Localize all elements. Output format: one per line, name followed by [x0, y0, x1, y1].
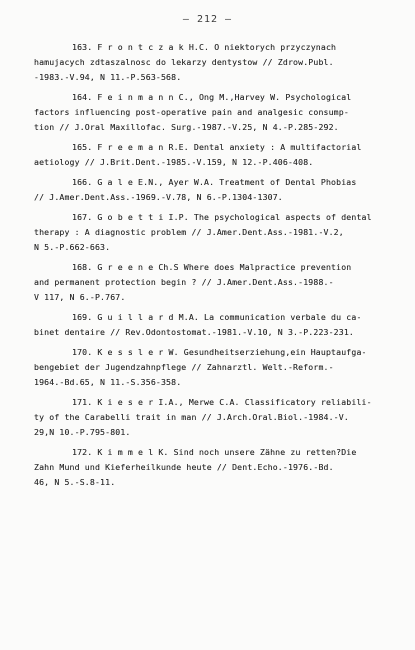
entry-line: 171. K i e s e r I.A., Merwe C.A. Classificatory reliabili- [72, 397, 372, 407]
bibliography-entry-165 [34, 140, 402, 170]
entry-line: 167. G o b e t t i I.P. The psychological aspects of dental [72, 212, 372, 222]
entry-line: binet dentaire // Rev.Odontostomat.-1981.-V.10, N 3.-P.223-231. [34, 327, 354, 337]
entry-line: therapy : A diagnostic problem // J.Amer.Dent.Ass.-1981.-V.2, [34, 227, 344, 237]
entry-line: 168. G r e e n e Ch.S Where does Malpractice prevention [72, 262, 352, 272]
entry-line: 165. F r e e m a n R.E. Dental anxiety : A multifactorial [72, 142, 362, 152]
bibliography-entry-164 [34, 90, 402, 135]
entry-line: V 117, N 6.-P.767. [34, 292, 126, 302]
bibliography-entry-166 [34, 175, 402, 205]
entry-line: hamujacych zdtaszalnosc do lekarzy dentystow // Zdrow.Publ. [34, 57, 334, 67]
entry-line: 172. K i m m e l K. Sind noch unsere Zähne zu retten?Die [72, 447, 357, 457]
entry-line: -1983.-V.94, N 11.-P.563-568. [34, 72, 182, 82]
entry-line: 169. G u i l l a r d M.A. La communication verbale du ca- [72, 312, 362, 322]
entry-line: 164. F e i n m a n n C., Ong M.,Harvey W. Psychological [72, 92, 352, 102]
bibliography-entry-169 [34, 310, 402, 340]
entry-line: N 5.-P.662-663. [34, 242, 111, 252]
entry-line: aetiology // J.Brit.Dent.-1985.-V.159, N 12.-P.406-408. [34, 157, 314, 167]
entry-line: 170. K e s s l e r W. Gesundheitserziehung,ein Hauptaufga- [72, 347, 367, 357]
entry-line: and permanent protection begin ? // J.Amer.Dent.Ass.-1988.- [34, 277, 334, 287]
entry-line: Zahn Mund und Kieferheilkunde heute // Dent.Echo.-1976.-Bd. [34, 462, 334, 472]
bibliography-entry-167 [34, 210, 402, 255]
bibliography-entry-170 [34, 345, 402, 390]
bibliography-list [34, 40, 402, 495]
entry-line: 46, N 5.-S.8-11. [34, 477, 116, 487]
entry-line: 166. G a l e E.N., Ayer W.A. Treatment of Dental Phobias [72, 177, 357, 187]
bibliography-entry-168 [34, 260, 402, 305]
entry-line: factors influencing post-operative pain and analgesic consump- [34, 107, 349, 117]
entry-line: 163. F r o n t c z a k H.C. O niektorych przyczynach [72, 42, 337, 52]
entry-line: 29,N 10.-P.795-801. [34, 427, 131, 437]
page-number: – 212 – [182, 14, 233, 25]
entry-line: tion // J.Oral Maxillofac. Surg.-1987.-V.25, N 4.-P.285-292. [34, 122, 339, 132]
entry-line: ty of the Carabelli trait in man // J.Arch.Oral.Biol.-1984.-V. [34, 412, 349, 422]
bibliography-entry-171 [34, 395, 402, 440]
bibliography-entry-172 [34, 445, 402, 490]
bibliography-entry-163 [34, 40, 402, 85]
entry-line: // J.Amer.Dent.Ass.-1969.-V.78, N 6.-P.1304-1307. [34, 192, 283, 202]
entry-line: bengebiet der Jugendzahnpflege // Zahnarztl. Welt.-Reform.- [34, 362, 334, 372]
entry-line: 1964.-Bd.65, N 11.-S.356-358. [34, 377, 182, 387]
